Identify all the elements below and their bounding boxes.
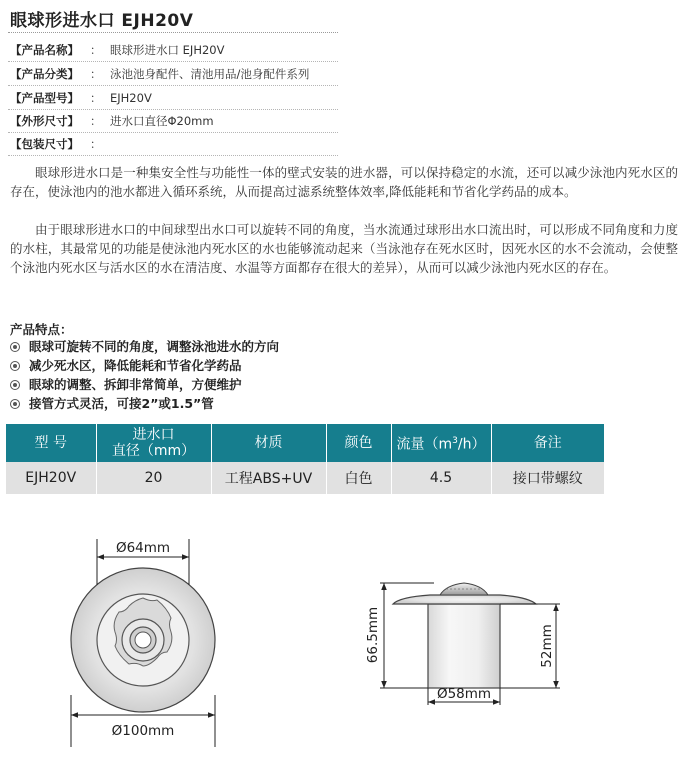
- feature-item: [10, 356, 242, 375]
- spec-colon: ：: [90, 91, 102, 105]
- nozzle-hole: [135, 632, 151, 648]
- spec-colon: ：: [90, 137, 102, 151]
- description-paragraph-1: 眼球形进水口是一种集安全性与功能性一体的壁式安装的进水器，可以保持稳定的水流，还可以减少泳池内死水区的存在，使泳池内的池水都进入循环系统，从而提高过滤系统整体效率,降低能耗和节省化学药品的成本。: [10, 165, 678, 199]
- technical-drawing: [0, 525, 692, 763]
- spec-divider: [8, 85, 338, 86]
- header-color: 颜色: [326, 424, 391, 462]
- feature-text: 接管方式灵活，可接2”或1.5”管: [29, 396, 214, 411]
- cell-diameter: 20: [96, 462, 211, 494]
- side-flange: [393, 595, 536, 604]
- description-paragraph-2: 由于眼球形进水口的中间球型出水口可以旋转不同的角度，当水流通过球形出水口流出时，可以形成不同角度和力度的水柱，其最常见的功能是使泳池内死水区的水也能够流动起来（当泳池存在死水区时，因死水区的水不会流动，会使整个泳池内死水区与活水区的水在清洁度、水温等方面都存在很大的差异），从而可以减少泳池内死水区的存在。: [10, 222, 678, 275]
- cell-color: 白色: [326, 462, 391, 494]
- side-total-height: 66.5mm: [365, 606, 381, 664]
- spec-row-size: [10, 111, 214, 131]
- spec-value: 眼球形进水口 EJH20V: [110, 43, 225, 57]
- header-flow: 流量$(m^3/h)$: [391, 424, 491, 462]
- pipe-body: [428, 604, 500, 688]
- cell-model: EJH20V: [6, 462, 96, 494]
- spec-row-name: [10, 40, 224, 60]
- side-body-height: 52mm: [539, 624, 555, 668]
- feature-text: 眼球可旋转不同的角度，调整泳池进水的方向: [29, 339, 280, 354]
- cell-flow: 4.5: [391, 462, 491, 494]
- spec-key: 【外形尺寸】: [10, 114, 79, 128]
- spec-key: 【包装尺寸】: [10, 137, 79, 151]
- bullet-icon: [10, 342, 20, 352]
- feature-item: [10, 375, 242, 394]
- spec-divider: [8, 109, 338, 110]
- bullet-icon: [10, 361, 20, 371]
- spec-key: 【产品型号】: [10, 91, 79, 105]
- cell-remark: 接口带螺纹: [491, 462, 604, 494]
- side-bottom-dimension: Ø58mm: [436, 686, 492, 702]
- title-divider: [8, 32, 338, 33]
- spec-row-package: [10, 134, 110, 154]
- feature-text: 眼球的调整、拆卸非常简单，方便维护: [29, 377, 242, 392]
- header-remark: 备注: [491, 424, 604, 462]
- spec-key: 【产品名称】: [10, 43, 79, 57]
- spec-value: 泳池池身配件、清池用品/池身配件系列: [110, 67, 310, 81]
- front-view: [71, 539, 215, 747]
- spec-colon: ：: [90, 114, 102, 128]
- page-title: 眼球形进水口 EJH20V: [10, 11, 194, 31]
- spec-row-category: [10, 64, 309, 84]
- features-title: 产品特点：: [10, 322, 73, 337]
- spec-divider: [8, 155, 338, 156]
- spec-colon: ：: [90, 67, 102, 81]
- spec-row-model: [10, 88, 152, 108]
- front-top-dimension: Ø64mm: [115, 540, 171, 556]
- spec-divider: [8, 61, 338, 62]
- feature-item: [10, 337, 279, 356]
- side-view: [365, 583, 560, 705]
- spec-key: 【产品分类】: [10, 67, 79, 81]
- feature-item: [10, 394, 214, 413]
- header-material: 材质: [211, 424, 326, 462]
- spec-divider: [8, 132, 338, 133]
- table-row: [6, 462, 604, 494]
- header-model: 型 号: [6, 424, 96, 462]
- bullet-icon: [10, 380, 20, 390]
- header-diameter: 进水口 直径（mm）: [96, 424, 211, 462]
- spec-colon: ：: [90, 43, 102, 57]
- spec-value: EJH20V: [110, 91, 152, 105]
- cell-material: 工程ABS+UV: [211, 462, 326, 494]
- spec-value: 进水口直径Φ20mm: [110, 114, 214, 128]
- table-header-row: [6, 424, 604, 462]
- front-bottom-dimension: Ø100mm: [111, 723, 175, 739]
- bullet-icon: [10, 399, 20, 409]
- feature-text: 减少死水区，降低能耗和节省化学药品: [29, 358, 242, 373]
- spec-table: [6, 424, 604, 494]
